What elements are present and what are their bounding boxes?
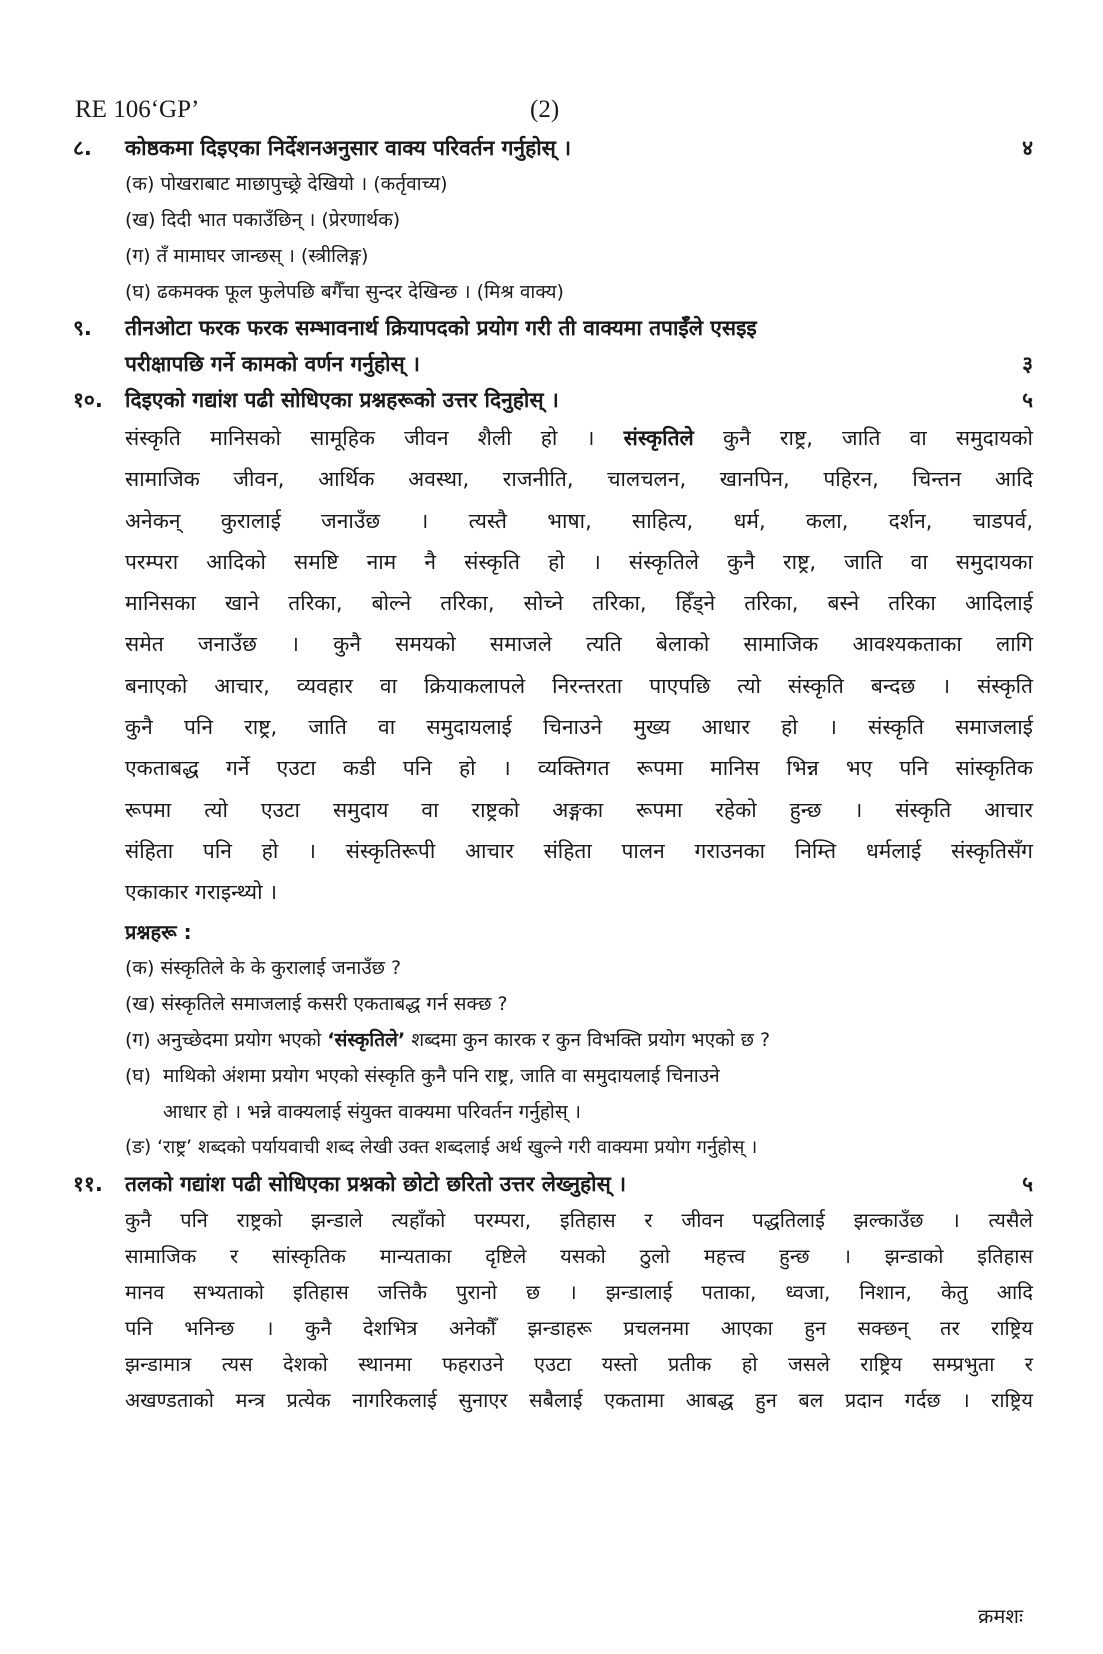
passage-line: मानव सभ्यताको इतिहास जत्तिकै पुरानो छ । झन्डालाई पताका, ध्वजा, निशान, केतु आदि (125, 1279, 1033, 1304)
page-header (73, 90, 1033, 130)
question-10 (73, 382, 1033, 1166)
passage-line: बनाएको आचार, व्यवहार वा क्रियाकलापले निरन्तरता पाएपछि त्यो संस्कृति बन्दछ । संस्कृति (125, 673, 1033, 698)
question-prompt: दिइएको गद्यांश पढी सोधिएका प्रश्नहरूको उत्तर दिनुहोस् । (125, 388, 559, 412)
question-prompt-line-2: परीक्षापछि गर्ने कामको वर्णन गर्नुहोस् । (125, 352, 421, 376)
sub-item-ka: (क) पोखराबाट माछापुच्छ्रे देखियो । (कर्तृवाच्य) (125, 173, 448, 195)
question-marks: ४ (1022, 136, 1033, 160)
question-number: ८. (73, 136, 92, 160)
passage-line: सामाजिक र सांस्कृतिक मान्यताका दृष्टिले यसको ठुलो महत्त्व हुन्छ । झन्डाको इतिहास (125, 1243, 1033, 1268)
passage-line: कुनै पनि राष्ट्र, जाति वा समुदायलाई चिनाउने मुख्य आधार हो । संस्कृति समाजलाई (125, 715, 1033, 740)
question-8 (73, 130, 1033, 310)
passage-line: सामाजिक जीवन, आर्थिक अवस्था, राजनीति, चालचलन, खानपिन, पहिरन, चिन्तन आदि (125, 467, 1033, 492)
exam-code: RE 106‘GP’ (75, 96, 200, 123)
sub-question-ka: (क) संस्कृतिले के के कुरालाई जनाउँछ ? (125, 956, 402, 979)
question-marks: ५ (1022, 388, 1033, 412)
reading-passage (73, 418, 1033, 914)
passage-line: एकताबद्ध गर्ने एउटा कडी पनि हो । व्यक्तिगत रूपमा मानिस भिन्न भए पनि सांस्कृतिक (125, 756, 1033, 781)
question-number: १०. (73, 388, 103, 412)
question-9 (73, 310, 1033, 382)
sub-item-ga: (ग) तँ मामाघर जान्छस् । (स्त्रीलिङ्ग) (125, 245, 369, 267)
sub-question-ga: (ग) अनुच्छेदमा प्रयोग भएको ‘संस्कृतिले’ शब्दमा कुन कारक र कुन विभक्ति प्रयोग भएको छ ? (125, 1028, 771, 1051)
sub-item-kha: (ख) दिदी भात पकाउँछिन् । (प्रेरणार्थक) (125, 209, 401, 231)
passage-line: संस्कृति मानिसको सामूहिक जीवन शैली हो । संस्कृतिले कुनै राष्ट्र, जाति वा समुदायको (125, 426, 1033, 450)
passage-line: समेत जनाउँछ । कुनै समयको समाजले त्यति बेलाको सामाजिक आवश्यकताका लागि (125, 632, 1033, 657)
passage-line: मानिसका खाने तरिका, बोल्ने तरिका, सोच्ने तरिका, हिँड्ने तरिका, बस्ने तरिका आदिलाई (125, 591, 1033, 616)
passage-line: पनि भनिन्छ । कुनै देशभित्र अनेकौँ झन्डाहरू प्रचलनमा आएका हुन सक्छन् तर राष्ट्रिय (125, 1315, 1033, 1340)
question-prompt: कोष्ठकमा दिइएका निर्देशनअनुसार वाक्य परिवर्तन गर्नुहोस् । (125, 136, 572, 160)
questions-heading: प्रश्नहरू : (125, 919, 192, 944)
passage-line: अनेकन् कुरालाई जनाउँछ । त्यस्तै भाषा, साहित्य, धर्म, कला, दर्शन, चाडपर्व, (125, 508, 1033, 533)
question-number: ११. (73, 1171, 103, 1196)
question-marks: ३ (1022, 352, 1033, 376)
page-number: (2) (530, 96, 560, 123)
question-prompt-line-1: तीनओटा फरक फरक सम्भावनार्थ क्रियापदको प्रयोग गरी ती वाक्यमा तपाईँले एसइइ (125, 316, 757, 340)
sub-question-kha: (ख) संस्कृतिले समाजलाई कसरी एकताबद्ध गर्न सक्छ ? (125, 992, 508, 1015)
question-11 (73, 1166, 1033, 1418)
passage-line: परम्परा आदिको समष्टि नाम नै संस्कृति हो । संस्कृतिले कुनै राष्ट्र, जाति वा समुदायका (125, 549, 1033, 574)
reading-passage (73, 1202, 1033, 1418)
sub-question-nga: (ङ) ‘राष्ट्र’ शब्दको पर्यायवाची शब्द लेखी उक्त शब्दलाई अर्थ खुल्ने गरी वाक्यमा प्रयोग गर्नुहोस् । (125, 1136, 758, 1158)
passage-line: अखण्डताको मन्त्र प्रत्येक नागरिकलाई सुनाएर सबैलाई एकतामा आबद्ध हुन बल प्रदान गर्दछ । राष्ट्रिय (125, 1387, 1033, 1412)
sub-question-gha: (घ) माथिको अंशमा प्रयोग भएको संस्कृति कुनै पनि राष्ट्र, जाति वा समुदायलाई चिनाउने आधार हो । भन्ने वाक्यलाई संयुक्त वाक्यमा परिवर्तन गर्नुहोस् । (125, 1064, 720, 1123)
passage-line: झन्डामात्र त्यस देशको स्थानमा फहराउने एउटा यस्तो प्रतीक हो जसले राष्ट्रिय सम्प्रभुता र (125, 1351, 1033, 1376)
question-prompt: तलको गद्यांश पढी सोधिएका प्रश्नको छोटो छरितो उत्तर लेख्नुहोस् । (125, 1171, 627, 1196)
sub-item-gha: (घ) ढकमक्क फूल फुलेपछि बगैँचा सुन्दर देखिन्छ । (मिश्र वाक्य) (125, 281, 564, 303)
passage-line: रूपमा त्यो एउटा समुदाय वा राष्ट्रको अङ्गका रूपमा रहेको हुन्छ । संस्कृति आचार (125, 797, 1033, 822)
question-number: ९. (73, 316, 92, 340)
passage-line: एकाकार गराइन्थ्यो । (125, 880, 278, 905)
passage-line: कुनै पनि राष्ट्रको झन्डाले त्यहाँको परम्परा, इतिहास र जीवन पद्धतिलाई झल्काउँछ । त्यसैले (125, 1207, 1033, 1232)
question-marks: ५ (1022, 1171, 1033, 1196)
passage-line: संहिता पनि हो । संस्कृतिरूपी आचार संहिता पालन गराउनका निम्ति धर्मलाई संस्कृतिसँग (125, 838, 1033, 863)
continued-label: क्रमशः (978, 1604, 1023, 1628)
